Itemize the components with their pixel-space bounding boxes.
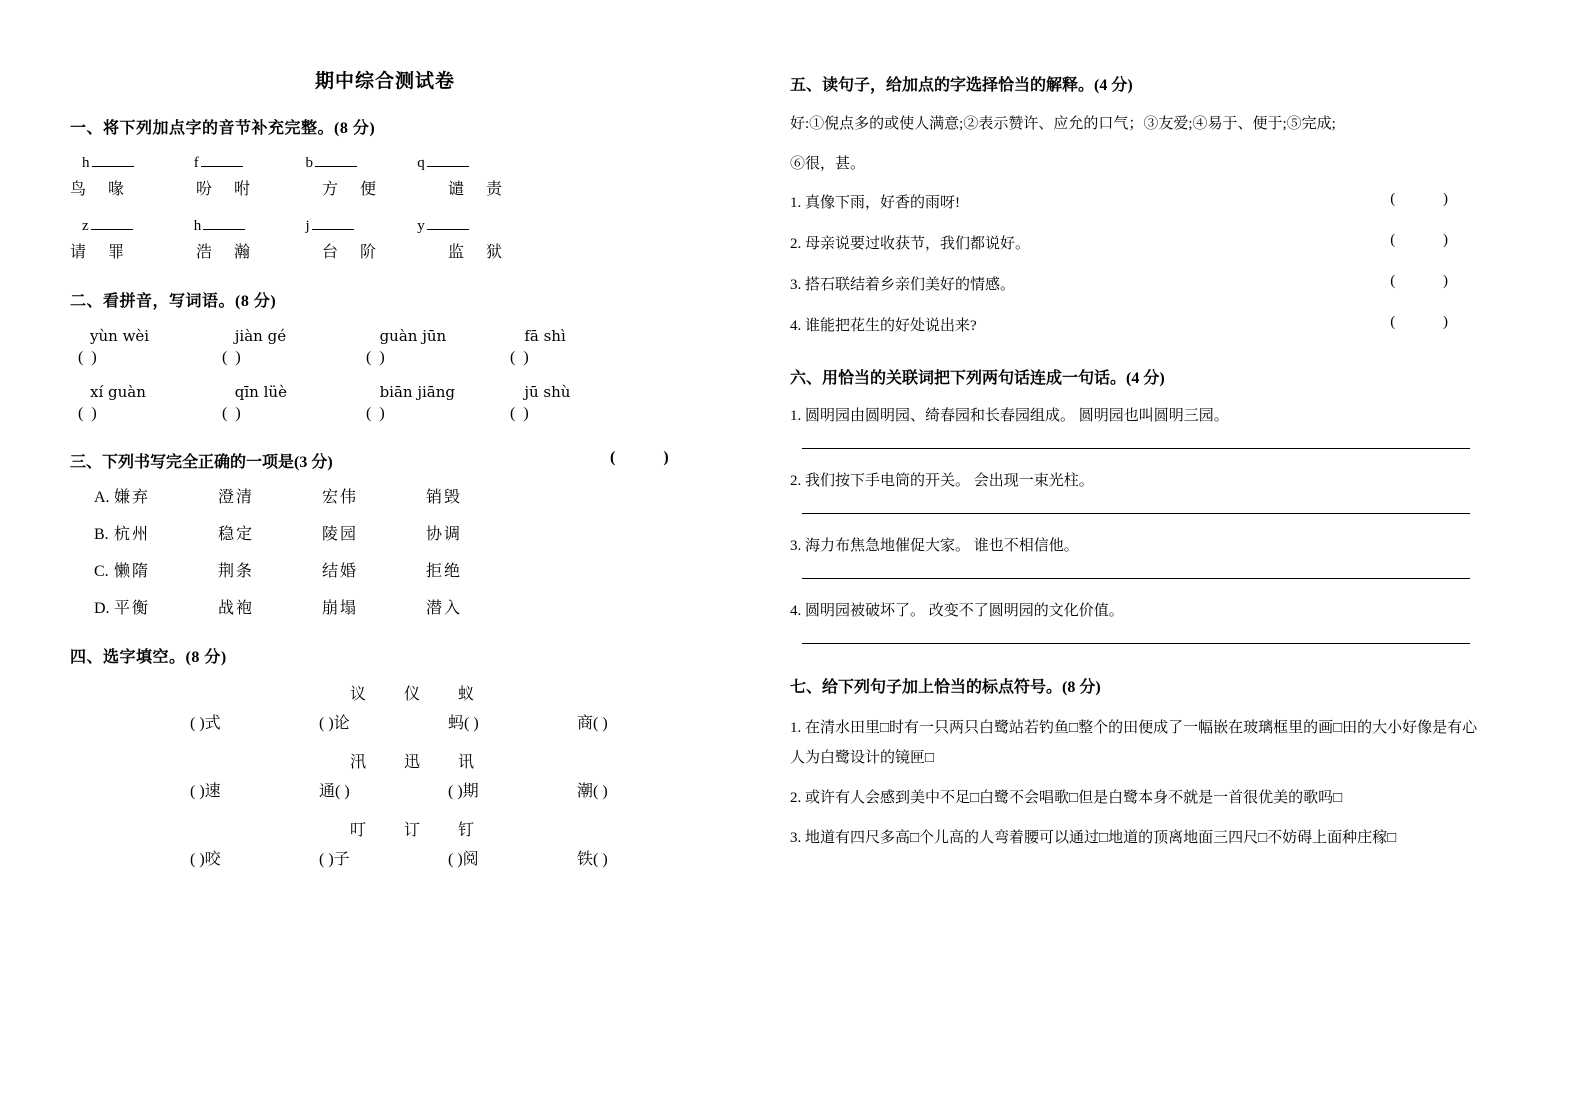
- fill-blank[interactable]: ( )子: [319, 851, 350, 868]
- answer-blank[interactable]: ( ): [366, 349, 387, 366]
- section-5-question: [790, 232, 1490, 253]
- question-text: 1. 真像下雨，好香的雨呀!: [790, 195, 960, 211]
- option-word: 嫌弃: [114, 489, 151, 506]
- blank-underline[interactable]: [427, 152, 469, 167]
- option-word: 懒隋: [114, 563, 151, 580]
- fill-blank[interactable]: 蚂( ): [448, 715, 479, 732]
- option-row-c[interactable]: [70, 558, 730, 581]
- section-6-heading: 六、用恰当的关联词把下列两句话连成一句话。(4 分): [790, 370, 1165, 387]
- section-7-heading: 七、给下列句子加上恰当的标点符号。(8 分): [790, 679, 1101, 696]
- answer-write-line[interactable]: [802, 447, 1470, 449]
- fill-blank[interactable]: ( )咬: [190, 851, 221, 868]
- left-column: [70, 66, 730, 885]
- option-label: A.: [94, 489, 110, 506]
- option-label: D.: [94, 600, 110, 617]
- section-4-blanks-group-2: [70, 778, 730, 801]
- option-word: 澄清: [218, 489, 255, 506]
- option-word: 拒绝: [426, 563, 463, 580]
- option-word: 崩塌: [322, 600, 359, 617]
- answer-blank[interactable]: ( ): [1390, 314, 1470, 330]
- pinyin: jiàn gé: [234, 327, 287, 345]
- char-choice: 订: [404, 822, 421, 839]
- initial-slot: f: [194, 152, 302, 172]
- pinyin: xí guàn: [90, 383, 146, 401]
- section-1-initials-row-1: [70, 152, 730, 172]
- section-5-question: [790, 314, 1490, 335]
- question-text: 4. 谁能把花生的好处说出来?: [790, 318, 977, 334]
- answer-blank[interactable]: ( ): [78, 349, 99, 366]
- pinyin: fā shì: [524, 327, 566, 345]
- blank-underline[interactable]: [203, 215, 245, 230]
- section-1-words-row-2: [70, 239, 730, 262]
- blank-underline[interactable]: [91, 215, 133, 230]
- char-choice: 仪: [404, 686, 421, 703]
- initial-slot: q: [417, 152, 525, 172]
- blank-underline[interactable]: [312, 215, 354, 230]
- section-3-heading: [70, 449, 730, 472]
- option-word: 潜入: [426, 600, 463, 617]
- fill-blank[interactable]: ( )论: [319, 715, 350, 732]
- section-5-explanation-line-1: 好:①倪点多的或使人满意;②表示赞许、应允的口气；③友爱;④易于、便于;⑤完成;: [790, 116, 1336, 132]
- answer-write-line[interactable]: [802, 642, 1470, 644]
- section-2-pinyin-row-2: [70, 383, 730, 401]
- char-choice: 汛: [350, 754, 367, 771]
- section-5-question: [790, 273, 1490, 294]
- section-5-question: [790, 191, 1490, 212]
- fill-blank[interactable]: ( )式: [190, 715, 221, 732]
- word: 台 阶: [322, 244, 386, 261]
- section-2-heading: 二、看拼音，写词语。(8 分): [70, 293, 277, 310]
- word: 方 便: [322, 181, 386, 198]
- option-row-d[interactable]: [70, 595, 730, 618]
- question-text: 3. 搭石联结着乡亲们美好的情感。: [790, 277, 1016, 293]
- fill-blank[interactable]: 商( ): [577, 715, 608, 732]
- section-1-words-row-1: [70, 176, 730, 199]
- char-choice: 讯: [458, 754, 475, 771]
- option-label: B.: [94, 526, 109, 543]
- pinyin: guàn jūn: [379, 327, 447, 345]
- option-word: 宏伟: [322, 489, 359, 506]
- answer-blank[interactable]: ( ): [510, 349, 531, 366]
- section-4-heading: 四、选字填空。(8 分): [70, 649, 227, 666]
- fill-blank[interactable]: ( )期: [448, 783, 479, 800]
- section-2-pinyin-row-1: [70, 327, 730, 345]
- answer-blank[interactable]: ( ): [366, 405, 387, 422]
- option-row-b[interactable]: [70, 521, 730, 544]
- section-7-question[interactable]: 3. 地道有四尺多高□个儿高的人弯着腰可以通过□地道的顶离地面三四尺□不妨碍上面种庄稼□: [790, 830, 1397, 846]
- section-4-chars-group-1: [70, 681, 730, 704]
- fill-blank[interactable]: ( )速: [190, 783, 221, 800]
- section-5-heading: 五、读句子，给加点的字选择恰当的解释。(4 分): [790, 77, 1133, 94]
- option-word: 平衡: [114, 600, 151, 617]
- option-word: 结婚: [322, 563, 359, 580]
- section-4-chars-group-2: [70, 749, 730, 772]
- fill-blank[interactable]: 铁( ): [577, 851, 608, 868]
- fill-blank[interactable]: 潮( ): [577, 783, 608, 800]
- blank-underline[interactable]: [427, 215, 469, 230]
- word: 浩 瀚: [196, 244, 260, 261]
- option-word: 稳定: [218, 526, 255, 543]
- section-6-question: 3. 海力布焦急地催促大家。 谁也不相信他。: [790, 538, 1079, 554]
- section-4-blanks-group-3: [70, 846, 730, 869]
- initial-slot: b: [306, 152, 414, 172]
- pinyin: jū shù: [524, 383, 571, 401]
- blank-underline[interactable]: [92, 152, 134, 167]
- option-label: C.: [94, 563, 109, 580]
- section-6-question: 4. 圆明园被破坏了。 改变不了圆明园的文化价值。: [790, 603, 1124, 619]
- option-word: 战袍: [218, 600, 255, 617]
- word: 监 狱: [448, 244, 512, 261]
- fill-blank[interactable]: 通( ): [319, 783, 350, 800]
- answer-write-line[interactable]: [802, 512, 1470, 514]
- answer-write-line[interactable]: [802, 577, 1470, 579]
- option-word: 销毁: [426, 489, 463, 506]
- word: 请 罪: [70, 244, 134, 261]
- section-4-chars-group-3: [70, 817, 730, 840]
- blank-underline[interactable]: [201, 152, 243, 167]
- question-text: 2. 母亲说要过收获节，我们都说好。: [790, 236, 1031, 252]
- answer-blank[interactable]: ( ): [510, 405, 531, 422]
- initial-slot: h: [82, 152, 190, 172]
- word: 吩 咐: [196, 181, 260, 198]
- answer-blank[interactable]: ( ): [1390, 191, 1470, 207]
- initial-slot: z: [82, 215, 190, 235]
- section-6-question: 2. 我们按下手电筒的开关。 会出现一束光柱。: [790, 473, 1094, 489]
- section-3-answer-blank[interactable]: ( ): [610, 449, 691, 466]
- pinyin: yùn wèi: [90, 327, 150, 345]
- section-1-initials-row-2: [70, 215, 730, 235]
- section-1-heading: 一、将下列加点字的音节补充完整。(8 分): [70, 120, 376, 137]
- char-choice: 迅: [404, 754, 421, 771]
- initial-slot: y: [417, 215, 525, 235]
- initial-slot: j: [306, 215, 414, 235]
- initial-slot: h: [194, 215, 302, 235]
- char-choice: 蚁: [458, 686, 475, 703]
- char-choice: 叮: [350, 822, 367, 839]
- section-2-blanks-row-1: [70, 349, 730, 367]
- section-4-blanks-group-1: [70, 710, 730, 733]
- section-7-question[interactable]: 1. 在清水田里□时有一只两只白鹭站若钓鱼□整个的田便成了一幅嵌在玻璃框里的画□田的大小好像是有心人为白鹭设计的镜匣□: [790, 720, 1478, 766]
- pinyin: biān jiāng: [379, 383, 455, 401]
- section-2-blanks-row-2: [70, 405, 730, 423]
- section-7-question[interactable]: 2. 或许有人会感到美中不足□白鹭不会唱歌□但是白鹭本身不就是一首很优美的歌吗□: [790, 790, 1343, 806]
- option-word: 陵园: [322, 526, 359, 543]
- section-5-explanation-line-2: ⑥很，甚。: [790, 156, 866, 172]
- page-title: 期中综合测试卷: [314, 71, 455, 92]
- answer-blank[interactable]: ( ): [222, 349, 243, 366]
- char-choice: 钉: [458, 822, 475, 839]
- answer-blank[interactable]: ( ): [222, 405, 243, 422]
- char-choice: 议: [350, 686, 367, 703]
- option-word: 荆条: [218, 563, 255, 580]
- word: 谴 责: [448, 181, 512, 198]
- pinyin: qīn lüè: [234, 383, 287, 401]
- answer-blank[interactable]: ( ): [1390, 273, 1470, 289]
- right-column: [790, 72, 1490, 863]
- option-word: 协调: [426, 526, 463, 543]
- word: 鸟 喙: [70, 181, 134, 198]
- answer-blank[interactable]: ( ): [1390, 232, 1470, 248]
- answer-blank[interactable]: ( ): [78, 405, 99, 422]
- section-6-question: 1. 圆明园由圆明园、绮春园和长春园组成。 圆明园也叫圆明三园。: [790, 408, 1229, 424]
- option-row-a[interactable]: [70, 484, 730, 507]
- option-word: 杭州: [114, 526, 151, 543]
- section-3-heading-text: 三、下列书写完全正确的一项是(3 分): [70, 454, 333, 471]
- blank-underline[interactable]: [315, 152, 357, 167]
- fill-blank[interactable]: ( )阅: [448, 851, 479, 868]
